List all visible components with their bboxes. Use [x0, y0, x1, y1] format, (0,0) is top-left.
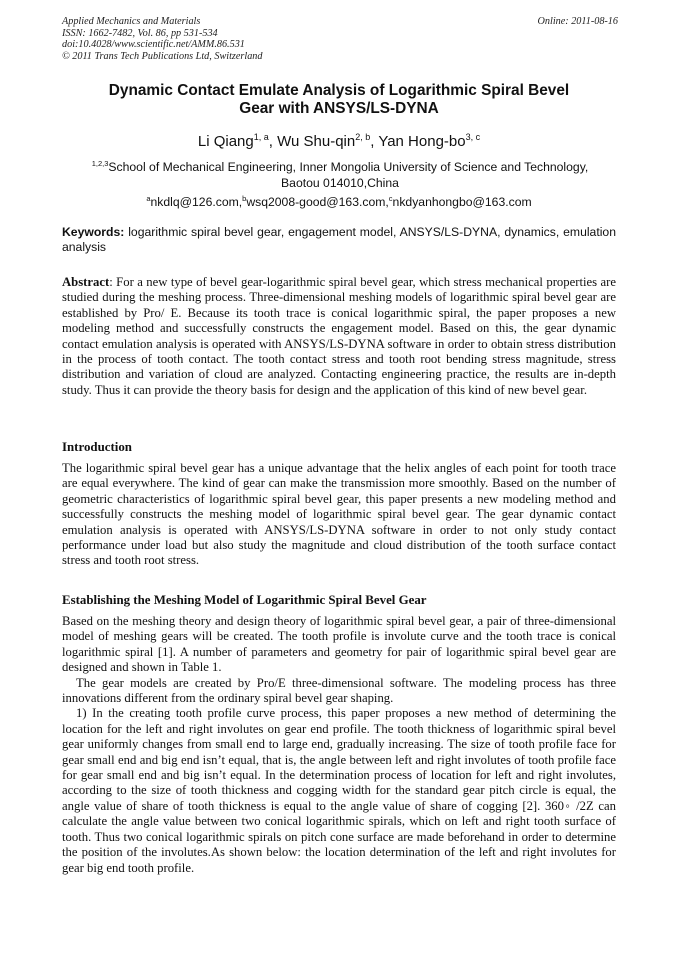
keywords-text: logarithmic spiral bevel gear, engagement model, ANSYS/LS-DYNA, dynamics, emulation analysis	[62, 225, 616, 254]
abstract	[62, 275, 616, 398]
email-superscript: b	[242, 194, 247, 203]
paper-title	[60, 82, 618, 118]
affiliation-line-2: Baotou 014010,China	[281, 176, 399, 191]
email-superscript: a	[146, 194, 151, 203]
email-list	[60, 191, 618, 210]
abstract-label: Abstract	[62, 275, 110, 289]
keywords-label: Keywords:	[62, 225, 125, 239]
meshing-model-heading: Establishing the Meshing Model of Logarithmic Spiral Bevel Gear	[62, 593, 427, 607]
title-line-1: Dynamic Contact Emulate Analysis of Logarithmic Spiral Bevel	[108, 82, 570, 99]
online-date: Online: 2011-08-16	[537, 16, 618, 27]
abstract-text: : For a new type of bevel gear-logarithmic spiral bevel gear, which stress mechanical properties are studied during the meshing process. Three-dimensional meshing models of logarithmic spiral bevel gear are established by Pro/ E. Because its tooth trace is conical logarithmic spiral, the paper proposes a new modeling method and successfully constructs the engagement model. Based on this, the gear dynamic contact emulation analysis is operated with ANSYS/LS-DYNA software in order to obtain stress distribution in the process of tooth contact. The tooth contact stress and tooth root bending stress magnitude, stress distribution and variation of cloud are analyzed. Contacting engineering practice, the results are in-depth study. Thus it can provide the theory basis for design and the application of this kind of new bevel gear.	[62, 275, 616, 397]
meshing-paragraph-1: Based on the meshing theory and design theory of logarithmic spiral bevel gear, a pair of three-dimensional model of meshing gears will be created. The tooth profile is involute curve and the tooth trace is conical logarithmic spiral [1]. A number of parameters and geometry for pair of logarithmic spiral bevel gear are designed and shown in Table 1.	[62, 614, 616, 675]
publication-header	[62, 16, 618, 62]
meshing-model-section	[62, 614, 616, 876]
affiliation	[70, 156, 610, 191]
author-name: Li Qiang	[197, 133, 254, 150]
email-address: nkdlq@126.com,	[150, 195, 243, 210]
issn-line: ISSN: 1662-7482, Vol. 86, pp 531-534	[62, 27, 218, 39]
email-address: nkdyanhongbo@163.com	[392, 195, 532, 210]
email-superscript: c	[388, 194, 393, 203]
author-superscript: 2, b	[355, 132, 371, 142]
keywords	[62, 225, 616, 255]
doi-line: doi:10.4028/www.scientific.net/AMM.86.531	[62, 39, 245, 51]
author-superscript: 3, c	[465, 132, 481, 142]
affiliation-superscript: 1,2,3	[91, 159, 109, 168]
email-address: wsq2008-good@163.com,	[246, 195, 389, 210]
author-list: Li Qiang$^{1, a}$, Wu Shu-qin$^{2, b}$, Yan Hong-bo$^{3, c}$	[197, 132, 481, 150]
affiliation-line-1: School of Mechanical Engineering, Inner Mongolia University of Science and Technology,	[108, 160, 589, 175]
author-name: Wu Shu-qin	[277, 133, 356, 150]
copyright-line: © 2011 Trans Tech Publications Ltd, Switzerland	[62, 50, 263, 62]
title-line-2: Gear with ANSYS/LS-DYNA	[239, 100, 439, 117]
meshing-paragraph-3: 1) In the creating tooth profile curve process, this paper proposes a new method of determining the location for the left and right involutes on gear end profile. The tooth thickness of logarithmic spiral bevel gear uniformly changes from small end to large end, gradually increasing. The size of tooth profile face for gear small end and big end isn’t equal, that is, the angle between left and right involutes of tooth profile face for gear small end and big isn’t equal. In the determination process of location for left and right involutes, according to the size of tooth thickness and cogging width for the standard gear pitch circle is equal, the angle value of share of tooth thickness is equal to the angle value of share of cogging [2]. 360◦ /2Z can calculate the angle value between two conical logarithmic spirals, which on left and right tooth surface of tooth. Thus two conical logarithmic spirals on pitch cone surface are made beforehand in order to determine the position of the involutes.As shown below: the location determination of the left and right involutes for gear big end tooth profile.	[62, 706, 616, 875]
author-name: Yan Hong-bo	[378, 133, 466, 150]
introduction-heading: Introduction	[62, 440, 132, 454]
introduction-paragraph: The logarithmic spiral bevel gear has a unique advantage that the helix angles of each point for tooth trace are equal everywhere. The kind of gear can make the transmission more smoothly. Based on the number of geometric characteristics of logarithmic spiral bevel gear, this paper presents a new modeling method and successfully constructs the meshing model of logarithmic spiral bevel gear. The gear dynamic contact emulation analysis is operated with ANSYS/LS-DYNA software in order to not only study contact performance under load but also study the magnitude and cloud distribution of the tooth surface contact stress and tooth root stress.	[62, 461, 616, 568]
meshing-paragraph-2: The gear models are created by Pro/E three-dimensional software. The modeling process has three innovations different from the ordinary spiral bevel gear shaping.	[62, 675, 616, 706]
introduction-section	[62, 461, 616, 569]
author-superscript: 1, a	[253, 132, 269, 142]
journal-name: Applied Mechanics and Materials	[62, 16, 201, 27]
